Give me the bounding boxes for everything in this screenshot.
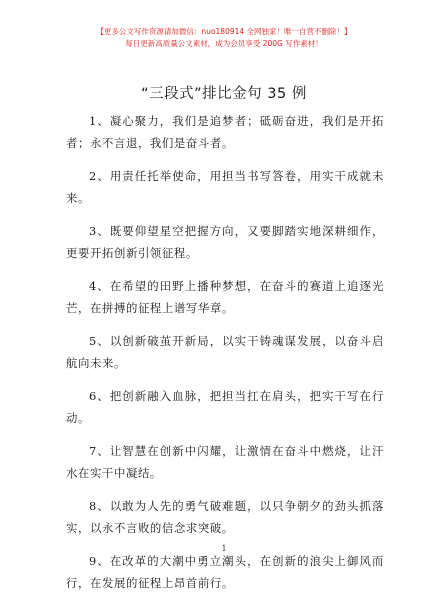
paragraph-2: 2、用责任托举使命，用担当书写答卷，用实干成就未来。 [66,169,384,205]
document-title: “三段式”排比金句 35 例 [141,86,307,102]
paragraph-1: 1、凝心聚力，我们是追梦者；砥砺奋进，我们是开拓者；永不言退，我们是奋斗者。 [66,114,384,150]
paragraph-7: 7、让智慧在创新中闪耀，让激情在奋斗中燃烧，让汗水在实干中凝结。 [66,444,384,480]
page-number: 1 [221,544,227,553]
promo-line-2: 每日更新高质量公文素材，成为会员享受 200G 写作素材！ [125,39,323,48]
paragraph-3: 3、既要仰望星空把握方向，又要脚踏实地深耕细作，更要开拓创新引领征程。 [66,224,384,260]
promo-banner [0,26,448,50]
paragraph-4: 4、在希望的田野上播种梦想，在奋斗的赛道上追逐光芒，在拼搏的征程上谱写华章。 [66,279,384,315]
paragraph-5: 5、以创新破茧开新局，以实干铸魂谋发展，以奋斗启航向未来。 [66,334,384,370]
document-body [66,110,384,605]
promo-line-1: 【更多公文写作资源请加微信：nuo180914 全网独家！唯一自营不删除！】 [96,27,352,36]
paragraph-8: 8、以敢为人先的勇气破难题，以只争朝夕的劲头抓落实，以永不言败的信念求突破。 [66,499,384,535]
paragraph-6: 6、把创新融入血脉，把担当扛在肩头，把实干写在行动。 [66,389,384,425]
paragraph-9: 9、在改革的大潮中勇立潮头，在创新的浪尖上御风而行，在发展的征程上昂首前行。 [66,554,384,590]
